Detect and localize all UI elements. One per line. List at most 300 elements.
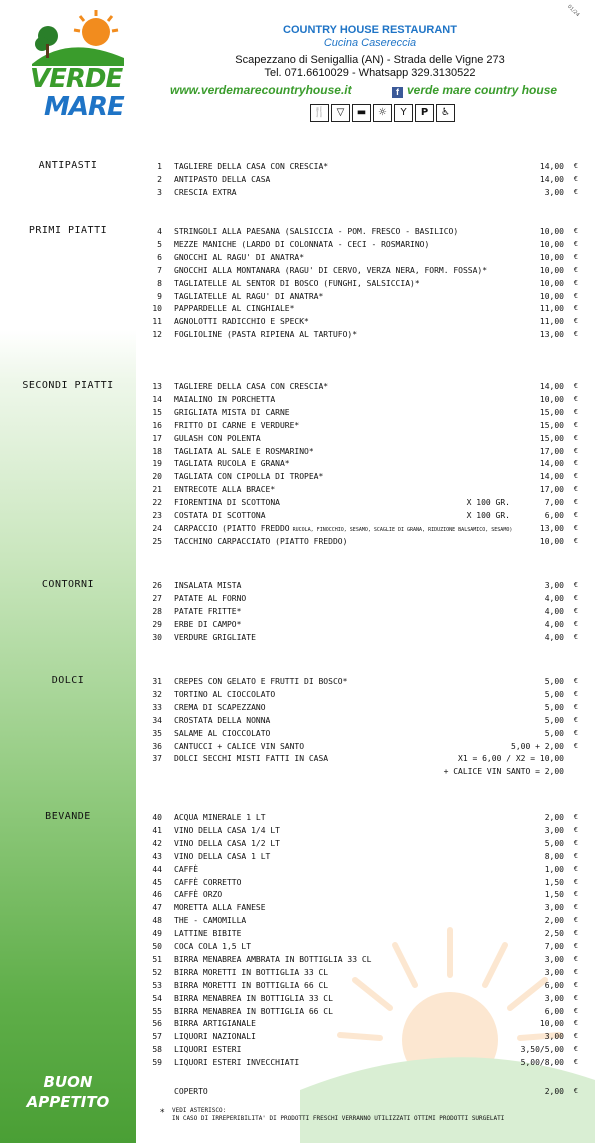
item-name xyxy=(174,251,304,264)
item-number: 13 xyxy=(152,382,162,391)
menu-item-row xyxy=(140,173,580,186)
item-price: 10,00 xyxy=(539,394,564,404)
menu-item-row xyxy=(140,675,580,688)
item-price: 3,00 xyxy=(544,581,564,590)
currency-symbol: € xyxy=(573,382,578,390)
menu-item-row xyxy=(140,277,580,290)
note-text xyxy=(172,1107,592,1123)
currency-symbol: € xyxy=(573,728,578,737)
currency-symbol: € xyxy=(573,433,578,442)
item-price: 4,00 xyxy=(544,619,564,629)
menu-item-row xyxy=(140,1056,580,1069)
item-number: 27 xyxy=(152,593,162,603)
item-number: 59 xyxy=(152,1058,162,1068)
item-name xyxy=(174,675,347,688)
currency-symbol: € xyxy=(573,330,578,339)
item-name xyxy=(174,328,357,341)
menu-item-row xyxy=(140,992,580,1005)
item-name xyxy=(174,496,280,509)
item-price: 4,00 xyxy=(544,632,564,642)
menu-item-row xyxy=(140,445,580,458)
item-name xyxy=(174,1043,241,1056)
item-name-text: PAPPARDELLE AL CINGHIALE* xyxy=(174,304,295,314)
currency-symbol: € xyxy=(573,903,578,912)
facebook-label: verde mare country house xyxy=(407,83,558,97)
note-line-1: VEDI ASTERISCO: xyxy=(172,1107,227,1114)
item-name xyxy=(174,979,328,992)
item-name xyxy=(174,432,261,445)
item-number: 54 xyxy=(152,993,162,1003)
item-price: 14,00 xyxy=(539,459,564,469)
currency-symbol: € xyxy=(573,942,578,950)
item-number: 14 xyxy=(152,394,162,404)
item-number: 47 xyxy=(152,903,162,913)
item-name-text: MORETTA ALLA FANESE xyxy=(174,903,266,913)
item-price: 11,00 xyxy=(539,317,564,327)
item-number: 19 xyxy=(152,459,162,469)
item-number: 33 xyxy=(152,702,162,712)
menu-item-row xyxy=(140,302,580,315)
cocktail-icon: Y xyxy=(394,104,413,122)
currency-symbol: € xyxy=(573,265,578,274)
item-price: 7,00 xyxy=(544,942,564,951)
item-price: 6,00 xyxy=(544,1006,564,1016)
item-name xyxy=(174,315,309,328)
item-price: X1 = 6,00 / X2 = 10,00 xyxy=(458,754,564,764)
section-title: DOLCI xyxy=(51,675,85,686)
menu-item-row xyxy=(140,592,580,605)
menu-item-row xyxy=(140,714,580,727)
item-name xyxy=(174,264,487,277)
item-price: 10,00 xyxy=(539,1019,564,1029)
item-price: 3,00 xyxy=(544,1032,564,1042)
menu-item-row xyxy=(140,496,580,509)
menu-item-row xyxy=(140,740,580,753)
item-number: 51 xyxy=(152,954,162,964)
bed-icon: ▬ xyxy=(352,104,371,122)
section-title: ANTIPASTI xyxy=(38,160,98,171)
item-number: 48 xyxy=(152,916,162,926)
item-name-text: CAFFÈ xyxy=(174,864,199,874)
item-name-text: VINO DELLA CASA 1 LT xyxy=(174,851,271,861)
item-name-text: STRINGOLI ALLA PAESANA (SALSICCIA - POM. FRESCO - BASILICO) xyxy=(174,227,459,236)
menu-item-row xyxy=(140,509,580,522)
item-name-text: BIRRA MENABREA IN BOTTIGLIA 66 CL xyxy=(174,1006,333,1016)
item-number: 30 xyxy=(152,632,162,642)
item-price: 10,00 xyxy=(539,265,564,275)
item-price: 3,00 xyxy=(544,954,564,964)
menu-item-row xyxy=(140,579,580,592)
menu-item-row xyxy=(140,522,580,535)
item-name-text: VERDURE GRIGLIATE xyxy=(174,632,256,642)
item-name xyxy=(174,618,241,631)
item-name-text: CAFFÈ CORRETTO xyxy=(174,877,242,887)
item-name xyxy=(174,380,328,393)
item-number: 8 xyxy=(157,278,162,288)
item-price: 10,00 xyxy=(539,252,564,262)
item-name xyxy=(174,160,328,173)
menu-item-row xyxy=(140,290,580,303)
item-name-text: TAGLIERE DELLA CASA CON CRESCIA* xyxy=(174,162,329,171)
currency-symbol: € xyxy=(573,1045,578,1054)
item-number: 11 xyxy=(152,317,162,327)
item-price: 15,00 xyxy=(539,420,564,430)
item-name xyxy=(174,1005,333,1018)
menu-item-row xyxy=(140,1017,580,1030)
item-number: 35 xyxy=(152,728,162,738)
item-price: 10,00 xyxy=(539,239,564,249)
item-price: 13,00 xyxy=(539,330,564,340)
currency-symbol: € xyxy=(573,523,578,532)
currency-symbol: € xyxy=(573,162,578,170)
item-ingredients: RUCOLA, FINOCCHIO, SESAMO, SCAGLIE DI GRANA, RIDUZIONE BALSAMICO, SESAMO) xyxy=(289,526,513,533)
menu-item-row xyxy=(140,393,580,406)
currency-symbol: € xyxy=(573,227,578,235)
menu-item-row xyxy=(140,535,580,548)
item-name-text: COCA COLA 1,5 LT xyxy=(174,942,252,951)
menu-item-row xyxy=(140,483,580,496)
currency-symbol: € xyxy=(573,1032,578,1041)
item-name-text: DOLCI SECCHI MISTI FATTI IN CASA xyxy=(174,754,329,764)
item-name-text: BIRRA MORETTI IN BOTTIGLIA 66 CL xyxy=(174,980,329,990)
item-name xyxy=(174,727,270,740)
currency-symbol: € xyxy=(573,407,578,416)
item-number: 15 xyxy=(152,407,162,417)
item-price: 10,00 xyxy=(539,536,564,546)
item-name xyxy=(174,888,222,901)
currency-symbol: € xyxy=(573,877,578,886)
item-name-text: PATATE AL FORNO xyxy=(174,593,247,603)
currency-symbol: € xyxy=(573,864,578,873)
item-price: 14,00 xyxy=(539,472,564,482)
item-price: 6,00 xyxy=(544,511,564,520)
item-number: 58 xyxy=(152,1045,162,1055)
currency-symbol: € xyxy=(573,967,578,976)
item-price: 13,00 xyxy=(539,523,564,533)
currency-symbol: € xyxy=(573,916,578,925)
currency-symbol: € xyxy=(573,187,578,196)
buon-appetito xyxy=(0,1072,136,1112)
menu-item-row xyxy=(140,979,580,992)
item-name xyxy=(174,290,323,303)
item-name xyxy=(174,752,328,765)
item-name xyxy=(174,631,256,644)
wheelchair-icon: ♿ xyxy=(436,104,455,122)
item-name-text: MEZZE MANICHE (LARDO DI COLONNATA - CECI - ROSMARINO) xyxy=(174,239,430,249)
currency-symbol: € xyxy=(573,304,578,313)
menu-item-row xyxy=(140,940,580,953)
item-name-text: CRESCIA EXTRA xyxy=(174,187,237,197)
item-name xyxy=(174,688,275,701)
item-price: 6,00 xyxy=(544,980,564,990)
menu-item-row xyxy=(140,888,580,901)
currency-symbol: € xyxy=(573,929,578,938)
item-number: 21 xyxy=(152,485,162,495)
currency-symbol: € xyxy=(573,446,578,455)
item-number: 1 xyxy=(157,162,162,171)
item-number: 36 xyxy=(152,741,162,751)
item-name xyxy=(174,914,246,927)
item-number: 56 xyxy=(152,1019,162,1029)
item-name-text: VINO DELLA CASA 1/2 LT xyxy=(174,838,280,848)
item-number: 29 xyxy=(152,619,162,629)
menu-item-row xyxy=(140,186,580,199)
item-number: 46 xyxy=(152,890,162,900)
menu-item-row xyxy=(140,238,580,251)
item-number: 17 xyxy=(152,433,162,443)
currency-symbol: € xyxy=(573,677,578,685)
item-name xyxy=(174,406,290,419)
menu-item-row xyxy=(140,618,580,631)
item-name xyxy=(174,901,266,914)
item-name xyxy=(174,592,246,605)
item-name-text: PATATE FRITTE* xyxy=(174,606,242,616)
item-name xyxy=(174,824,280,837)
menu-item-row xyxy=(140,688,580,701)
currency-symbol: € xyxy=(573,1019,578,1028)
currency-symbol: € xyxy=(573,813,578,821)
item-price: 7,00 xyxy=(544,498,564,508)
item-number: 52 xyxy=(152,967,162,977)
menu-item-row xyxy=(140,901,580,914)
item-number: 34 xyxy=(152,715,162,725)
currency-symbol: € xyxy=(573,593,578,602)
item-name-text: CAFFÈ ORZO xyxy=(174,890,223,900)
item-name-text: AGNOLOTTI RADICCHIO E SPECK* xyxy=(174,317,309,327)
section-title: BEVANDE xyxy=(45,811,91,822)
item-name xyxy=(174,850,270,863)
item-name-text: BIRRA MENABREA IN BOTTIGLIA 33 CL xyxy=(174,993,333,1003)
item-price: 5,00 xyxy=(544,728,564,738)
item-price: 1,50 xyxy=(544,890,564,900)
item-number: 12 xyxy=(152,330,162,340)
currency-symbol: € xyxy=(573,851,578,860)
item-name-text: TAGLIATELLE AL SENTOR DI BOSCO (FUNGHI, SALSICCIA)* xyxy=(174,278,420,288)
item-number: 25 xyxy=(152,536,162,546)
currency-symbol: € xyxy=(573,838,578,847)
facebook-link[interactable] xyxy=(392,83,557,98)
menu-item-row xyxy=(140,225,580,238)
item-name xyxy=(174,445,314,458)
item-name xyxy=(174,876,241,889)
menu-item-row xyxy=(140,432,580,445)
coperto-row xyxy=(140,1085,580,1098)
item-number: 45 xyxy=(152,877,162,887)
menu-item-row xyxy=(140,419,580,432)
item-name-text: GNOCCHI AL RAGU' DI ANATRA* xyxy=(174,252,305,262)
item-name-text: FOGLIOLINE (PASTA RIPIENA AL TARTUFO)* xyxy=(174,330,358,340)
currency-symbol: € xyxy=(573,954,578,963)
item-price: 1,50 xyxy=(544,877,564,887)
item-name xyxy=(174,714,270,727)
item-number: 37 xyxy=(152,754,162,764)
item-name xyxy=(174,701,266,714)
item-number: 43 xyxy=(152,851,162,861)
item-unit: X 100 GR. xyxy=(466,498,510,508)
item-name xyxy=(174,605,241,618)
logo-text-mare: MARE xyxy=(44,92,124,122)
currency-symbol: € xyxy=(573,1058,578,1067)
currency-symbol: € xyxy=(573,993,578,1002)
website-link[interactable]: www.verdemarecountryhouse.it xyxy=(170,83,352,97)
item-name xyxy=(174,1017,256,1030)
item-name xyxy=(174,509,266,522)
menu-item-row xyxy=(140,251,580,264)
item-price: 5,00 xyxy=(544,702,564,712)
menu-item-row xyxy=(140,701,580,714)
item-name xyxy=(174,470,323,483)
item-name-text: VINO DELLA CASA 1/4 LT xyxy=(174,825,280,835)
item-price: 5,00 xyxy=(544,838,564,848)
logo-text-verde: VERDE xyxy=(30,64,123,94)
item-price: 10,00 xyxy=(539,291,564,301)
item-number: 44 xyxy=(152,864,162,874)
item-name xyxy=(174,740,304,753)
note-asterisk: * xyxy=(160,1108,165,1118)
menu-item-row xyxy=(140,966,580,979)
item-name xyxy=(174,579,241,592)
currency-symbol: € xyxy=(573,498,578,507)
left-gradient-band xyxy=(0,0,136,1143)
coperto-label: COPERTO xyxy=(174,1087,208,1096)
fork-knife-icon: 🍴 xyxy=(310,104,329,122)
item-number: 16 xyxy=(152,420,162,430)
item-price: 15,00 xyxy=(539,433,564,443)
currency-symbol: € xyxy=(573,317,578,326)
item-name-text: TAGLIATA AL SALE E ROSMARINO* xyxy=(174,446,314,456)
currency-symbol: € xyxy=(573,741,578,750)
currency-symbol: € xyxy=(573,174,578,183)
note-line-2: IN CASO DI IRREPERIBILITA' DI PRODOTTI FRESCHI VERRANNO UTILIZZATI OTTIMI PRODOTTI SURGELATI xyxy=(172,1115,505,1122)
menu-item-row xyxy=(140,811,580,824)
item-price: 14,00 xyxy=(539,162,564,171)
menu-item-row xyxy=(140,631,580,644)
menu-item-row xyxy=(140,765,580,778)
item-name xyxy=(174,1030,256,1043)
item-price: 2,00 xyxy=(544,916,564,926)
currency-symbol: € xyxy=(573,715,578,724)
item-name-text: ERBE DI CAMPO* xyxy=(174,619,242,629)
item-name xyxy=(174,277,420,290)
item-price: 3,00 xyxy=(544,967,564,977)
item-number: 42 xyxy=(152,838,162,848)
item-price: 5,00 xyxy=(544,677,564,686)
item-name xyxy=(174,186,237,199)
item-name xyxy=(174,940,251,953)
menu-item-row xyxy=(140,927,580,940)
item-name-text: CREMA DI SCAPEZZANO xyxy=(174,702,266,712)
version-code: 01/24 xyxy=(565,3,581,19)
item-name-text: MAIALINO IN PORCHETTA xyxy=(174,394,276,404)
item-price: 15,00 xyxy=(539,407,564,417)
item-name xyxy=(174,173,270,186)
glass-icon: ▽ xyxy=(331,104,350,122)
restaurant-title: COUNTRY HOUSE RESTAURANT xyxy=(283,24,457,36)
parking-icon: P xyxy=(415,104,434,122)
menu-item-row xyxy=(140,315,580,328)
menu-item-row xyxy=(140,470,580,483)
item-name-text: LATTINE BIBITE xyxy=(174,929,242,939)
item-name xyxy=(174,457,290,470)
currency-symbol: € xyxy=(573,689,578,698)
item-price: + CALICE VIN SANTO = 2,00 xyxy=(443,767,564,777)
item-number: 26 xyxy=(152,581,162,590)
item-number: 22 xyxy=(152,498,162,508)
item-name xyxy=(174,811,266,824)
item-unit: X 100 GR. xyxy=(466,511,510,520)
currency-symbol: € xyxy=(573,619,578,628)
menu-item-row xyxy=(140,380,580,393)
sun-icon: ☼ xyxy=(373,104,392,122)
item-name-text: TAGLIATELLE AL RAGU' DI ANATRA* xyxy=(174,291,324,301)
item-name-text: FIORENTINA DI SCOTTONA xyxy=(174,498,280,508)
item-number: 53 xyxy=(152,980,162,990)
menu-item-row xyxy=(140,328,580,341)
item-name-text: CROSTATA DELLA NONNA xyxy=(174,715,271,725)
item-name-text: ENTRECOTE ALLA BRACE* xyxy=(174,485,276,495)
item-name-text: CREPES CON GELATO E FRUTTI DI BOSCO* xyxy=(174,677,348,686)
item-price: 17,00 xyxy=(539,446,564,456)
menu-item-row xyxy=(140,1043,580,1056)
item-name-text: GNOCCHI ALLA MONTANARA (RAGU' DI CERVO, VERZA NERA, FORM. FOSSA)* xyxy=(174,265,488,275)
currency-symbol: € xyxy=(573,890,578,899)
item-price: 3,00 xyxy=(544,187,564,197)
menu-item-row xyxy=(140,160,580,173)
item-number: 49 xyxy=(152,929,162,939)
currency-symbol: € xyxy=(573,1006,578,1015)
menu-item-row xyxy=(140,752,580,765)
menu-item-row xyxy=(140,824,580,837)
item-name-text: BIRRA ARTIGIANALE xyxy=(174,1019,256,1029)
currency-symbol: € xyxy=(573,702,578,711)
item-price: 8,00 xyxy=(544,851,564,861)
item-name-text: SALAME AL CIOCCOLATO xyxy=(174,728,271,738)
section-title: CONTORNI xyxy=(41,579,95,590)
item-number: 7 xyxy=(157,265,162,275)
item-name-text: TORTINO AL CIOCCOLATO xyxy=(174,689,276,699)
item-name xyxy=(174,302,294,315)
restaurant-address: Scapezzano di Senigallia (AN) - Strada delle Vigne 273 xyxy=(235,54,505,66)
item-name xyxy=(174,953,371,966)
item-price: 4,00 xyxy=(544,593,564,603)
item-number: 32 xyxy=(152,689,162,699)
item-name-text: ANTIPASTO DELLA CASA xyxy=(174,174,271,184)
section-title: SECONDI PIATTI xyxy=(22,380,114,391)
buon-text: BUON xyxy=(43,1073,93,1091)
item-number: 50 xyxy=(152,942,162,951)
menu-item-row xyxy=(140,605,580,618)
item-number: 20 xyxy=(152,472,162,482)
restaurant-phone: Tel. 071.6610029 - Whatsapp 329.3130522 xyxy=(264,67,476,79)
item-name-text: BIRRA MENABREA AMBRATA IN BOTTIGLIA 33 CL xyxy=(174,954,372,964)
item-price: 3,50/5,00 xyxy=(520,1045,564,1055)
currency-symbol: € xyxy=(573,394,578,403)
currency-symbol: € xyxy=(573,278,578,287)
menu-item-row xyxy=(140,1005,580,1018)
item-price: 2,00 xyxy=(544,813,564,822)
item-number: 4 xyxy=(157,227,162,236)
item-name xyxy=(174,393,275,406)
item-price: 5,00 xyxy=(544,689,564,699)
item-number: 57 xyxy=(152,1032,162,1042)
item-name xyxy=(174,225,458,238)
amenities-bar xyxy=(310,104,455,122)
item-number: 40 xyxy=(152,813,162,822)
item-name xyxy=(174,966,328,979)
item-name-text: LIQUORI ESTERI xyxy=(174,1045,242,1055)
item-name xyxy=(174,238,429,251)
item-price: 17,00 xyxy=(539,485,564,495)
